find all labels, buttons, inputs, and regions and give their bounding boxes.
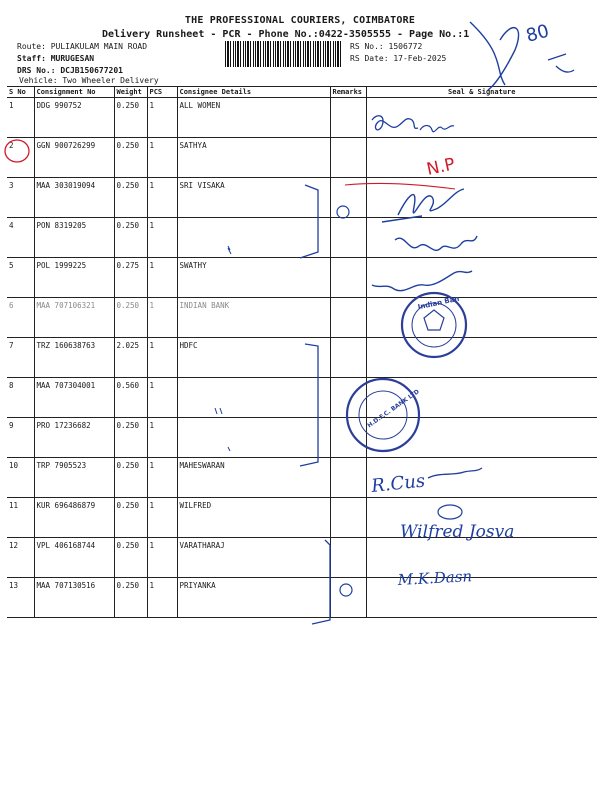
row-seal-signature	[366, 338, 597, 378]
table-row	[7, 538, 597, 578]
row-pcs: 1	[147, 538, 177, 578]
drs-line	[17, 66, 123, 75]
row-pcs: 1	[147, 338, 177, 378]
row-sno: 12	[7, 538, 34, 578]
row-consignee: SWATHY	[177, 258, 330, 298]
route-line	[17, 42, 147, 51]
vehicle-label: Vehicle:	[19, 76, 58, 85]
row-consignment-no: MAA 707130516	[34, 578, 114, 618]
sheet-title: THE PROFESSIONAL COURIERS, COIMBATORE	[184, 15, 416, 26]
row-pcs: 1	[147, 418, 177, 458]
row-seal-signature	[366, 378, 597, 418]
hdfc-stamp-text: H.D.F.C. BANK LTD	[366, 388, 421, 430]
col-pcs-header: PCS	[147, 87, 177, 98]
row-weight: 0.250	[114, 138, 147, 178]
table-row	[7, 258, 597, 298]
rs-date-label: RS Date:	[350, 54, 389, 63]
row-consignee: INDIAN BANK	[177, 298, 330, 338]
col-consignee-header: Consignee Details	[177, 87, 330, 98]
row-sno: 3	[7, 178, 34, 218]
row-remarks	[330, 538, 366, 578]
route-value: PULIAKULAM MAIN ROAD	[50, 42, 148, 51]
row-seal-signature	[366, 98, 597, 138]
drs-value: DCJB150677201	[60, 66, 123, 75]
row-consignee: ALL WOMEN	[177, 98, 330, 138]
col-remarks-header: Remarks	[330, 87, 366, 98]
row-sno: 6	[7, 298, 34, 338]
row-remarks	[330, 98, 366, 138]
row-weight: 0.560	[114, 378, 147, 418]
row-consignment-no: TRP 7905523	[34, 458, 114, 498]
sheet-subtitle: Delivery Runsheet - PCR - Phone No.:0422-3505555 - Page No.:1	[102, 29, 470, 40]
row-sno: 5	[7, 258, 34, 298]
row-remarks	[330, 258, 366, 298]
row-weight: 0.250	[114, 98, 147, 138]
row-consignment-no: MAA 303019094	[34, 178, 114, 218]
row-consignee: HDFC	[177, 338, 330, 378]
row-pcs: 1	[147, 178, 177, 218]
row-weight: 0.250	[114, 458, 147, 498]
row-consignment-no: KUR 696486879	[34, 498, 114, 538]
row-sno: 11	[7, 498, 34, 538]
row-consignee: SRI VISAKA	[177, 178, 330, 218]
row-consignment-no: VPL 406168744	[34, 538, 114, 578]
row-pcs: 1	[147, 578, 177, 618]
row-weight: 0.250	[114, 298, 147, 338]
row-consignment-no: TRZ 160638763	[34, 338, 114, 378]
runsheet-table	[7, 86, 597, 618]
row-consignee: PRIYANKA	[177, 578, 330, 618]
col-weight-header: Weight	[114, 87, 147, 98]
row-seal-signature	[366, 498, 597, 538]
row-remarks	[330, 498, 366, 538]
row-seal-signature	[366, 218, 597, 258]
col-consignment-header: Consignment No	[34, 87, 114, 98]
row-consignee	[177, 218, 330, 258]
row-pcs: 1	[147, 378, 177, 418]
table-row	[7, 578, 597, 618]
row-weight: 0.250	[114, 178, 147, 218]
row-remarks	[330, 138, 366, 178]
table-row	[7, 298, 597, 338]
row-seal-signature	[366, 538, 597, 578]
staff-line	[17, 54, 94, 63]
row-remarks	[330, 178, 366, 218]
row-remarks	[330, 378, 366, 418]
row-weight: 0.250	[114, 418, 147, 458]
row-consignee: WILFRED	[177, 498, 330, 538]
row-seal-signature	[366, 138, 597, 178]
row-seal-signature	[366, 178, 597, 218]
row-consignee: SATHYA	[177, 138, 330, 178]
row-remarks	[330, 338, 366, 378]
indian-bank-stamp-text: Indian Ban	[417, 294, 461, 312]
row-weight: 0.275	[114, 258, 147, 298]
row-sno: 4	[7, 218, 34, 258]
table-row	[7, 178, 597, 218]
row-consignment-no: GGN 900726299	[34, 138, 114, 178]
row-consignee	[177, 378, 330, 418]
row-consignment-no: MAA 707106321	[34, 298, 114, 338]
row-sno: 8	[7, 378, 34, 418]
row-sno: 7	[7, 338, 34, 378]
table-row	[7, 458, 597, 498]
top-right-check-mark	[470, 22, 519, 90]
row-consignee	[177, 418, 330, 458]
table-row	[7, 378, 597, 418]
drs-label: DRS No.:	[17, 66, 56, 75]
row-pcs: 1	[147, 498, 177, 538]
row-sno: 13	[7, 578, 34, 618]
row-weight: 0.250	[114, 218, 147, 258]
row11-signature: Wilfred Josva	[400, 522, 515, 542]
row-sno: 2	[7, 138, 34, 178]
row-consignment-no: PON 8319205	[34, 218, 114, 258]
staff-label: Staff:	[17, 54, 46, 63]
rs-no-line	[350, 42, 422, 51]
rs-no-label: RS No.:	[350, 42, 384, 51]
row-pcs: 1	[147, 218, 177, 258]
vehicle-value: Two Wheeler Delivery	[62, 76, 159, 85]
table-row	[7, 218, 597, 258]
table-row	[7, 138, 597, 178]
row-weight: 0.250	[114, 498, 147, 538]
row-consignment-no: DDG 990752	[34, 98, 114, 138]
row-remarks	[330, 578, 366, 618]
row-pcs: 1	[147, 98, 177, 138]
table-row	[7, 98, 597, 138]
row-weight: 2.025	[114, 338, 147, 378]
row-consignment-no: PRO 17236682	[34, 418, 114, 458]
row-seal-signature	[366, 258, 597, 298]
row2-np-mark: N.P	[424, 154, 457, 180]
row-consignment-no: POL 1999225	[34, 258, 114, 298]
top-right-count: 80	[523, 20, 552, 47]
top-right-scribble	[548, 54, 574, 72]
col-signature-header: Seal & Signature	[366, 87, 597, 98]
row-remarks	[330, 418, 366, 458]
row10-signature: R.Cus	[370, 470, 427, 497]
row-consignee: MAHESWARAN	[177, 458, 330, 498]
row-remarks	[330, 218, 366, 258]
rs-date-line	[350, 54, 446, 63]
row-remarks	[330, 298, 366, 338]
row-pcs: 1	[147, 258, 177, 298]
table-header-row	[7, 87, 597, 98]
staff-value: MURUGESAN	[50, 54, 95, 63]
row-consignment-no: MAA 707304001	[34, 378, 114, 418]
rs-date-value: 17-Feb-2025	[393, 54, 447, 63]
row12-signature: M.K.Dasn	[397, 567, 473, 589]
row-weight: 0.250	[114, 538, 147, 578]
rs-no-value: 1506772	[388, 42, 423, 51]
barcode	[225, 41, 343, 67]
row-seal-signature	[366, 418, 597, 458]
col-sno-header: S No	[7, 87, 34, 98]
vehicle-line	[19, 76, 159, 85]
row-pcs: 1	[147, 298, 177, 338]
row-seal-signature	[366, 458, 597, 498]
row-consignee: VARATHARAJ	[177, 538, 330, 578]
table-row	[7, 338, 597, 378]
row-weight: 0.250	[114, 578, 147, 618]
table-row	[7, 418, 597, 458]
row-remarks	[330, 458, 366, 498]
row-sno: 10	[7, 458, 34, 498]
row-pcs: 1	[147, 138, 177, 178]
table-row	[7, 498, 597, 538]
row-sno: 1	[7, 98, 34, 138]
row-pcs: 1	[147, 458, 177, 498]
row-seal-signature	[366, 578, 597, 618]
row-seal-signature	[366, 298, 597, 338]
route-label: Route:	[17, 42, 46, 51]
row-sno: 9	[7, 418, 34, 458]
